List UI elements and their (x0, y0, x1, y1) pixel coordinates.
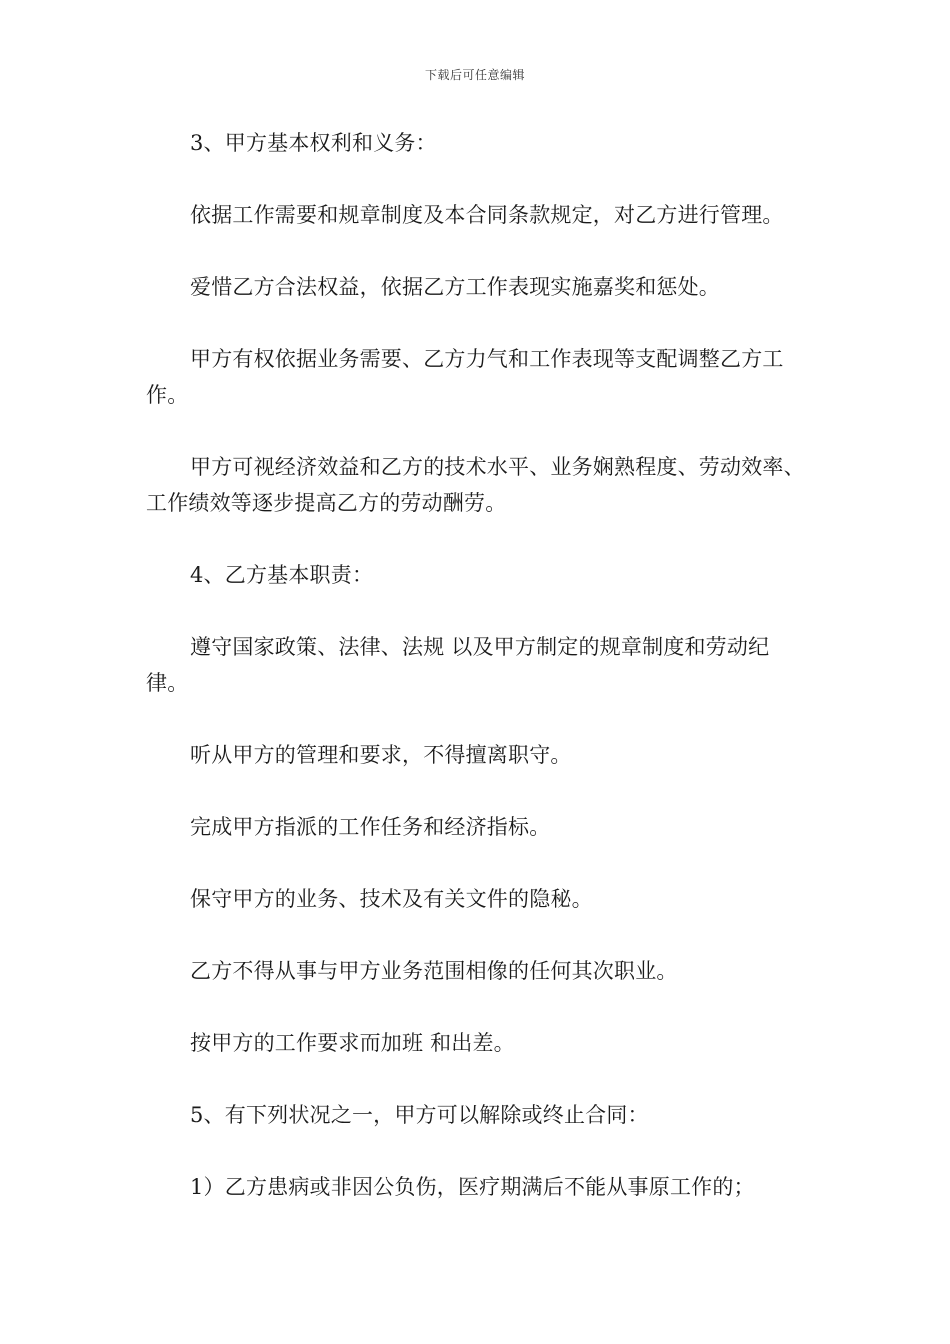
paragraph: 甲方可视经济效益和乙方的技术水平、业务娴熟程度、劳动效率、工作绩效等逐步提高乙方的劳动酬劳。 (146, 455, 805, 515)
list-item: 1）乙方患病或非因公负伤，医疗期满后不能从事原工作的； (190, 1175, 755, 1199)
section-heading-5: 5、有下列状况之一，甲方可以解除或终止合同： (190, 1103, 649, 1127)
paragraph: 保守甲方的业务、技术及有关文件的隐秘。 (190, 887, 593, 911)
section-heading-3: 3、甲方基本权利和义务： (190, 131, 437, 155)
paragraph: 爱惜乙方合法权益，依据乙方工作表现实施嘉奖和惩处。 (190, 275, 720, 299)
paragraph: 听从甲方的管理和要求，不得擅离职守。 (190, 743, 572, 767)
paragraph: 甲方有权依据业务需要、乙方力气和工作表现等支配调整乙方工作。 (146, 347, 784, 407)
section-heading-4: 4、乙方基本职责： (190, 563, 374, 587)
paragraph: 遵守国家政策、法律、法规 以及甲方制定的规章制度和劳动纪律。 (146, 635, 770, 695)
paragraph: 乙方不得从事与甲方业务范围相像的任何其次职业。 (190, 959, 678, 983)
paragraph: 依据工作需要和规章制度及本合同条款规定，对乙方进行管理。 (190, 203, 784, 227)
page-header: 下载后可任意编辑 (424, 68, 525, 82)
paragraph: 按甲方的工作要求而加班 和出差。 (190, 1031, 515, 1055)
document-body (146, 125, 810, 1205)
paragraph: 完成甲方指派的工作任务和经济指标。 (190, 815, 551, 839)
